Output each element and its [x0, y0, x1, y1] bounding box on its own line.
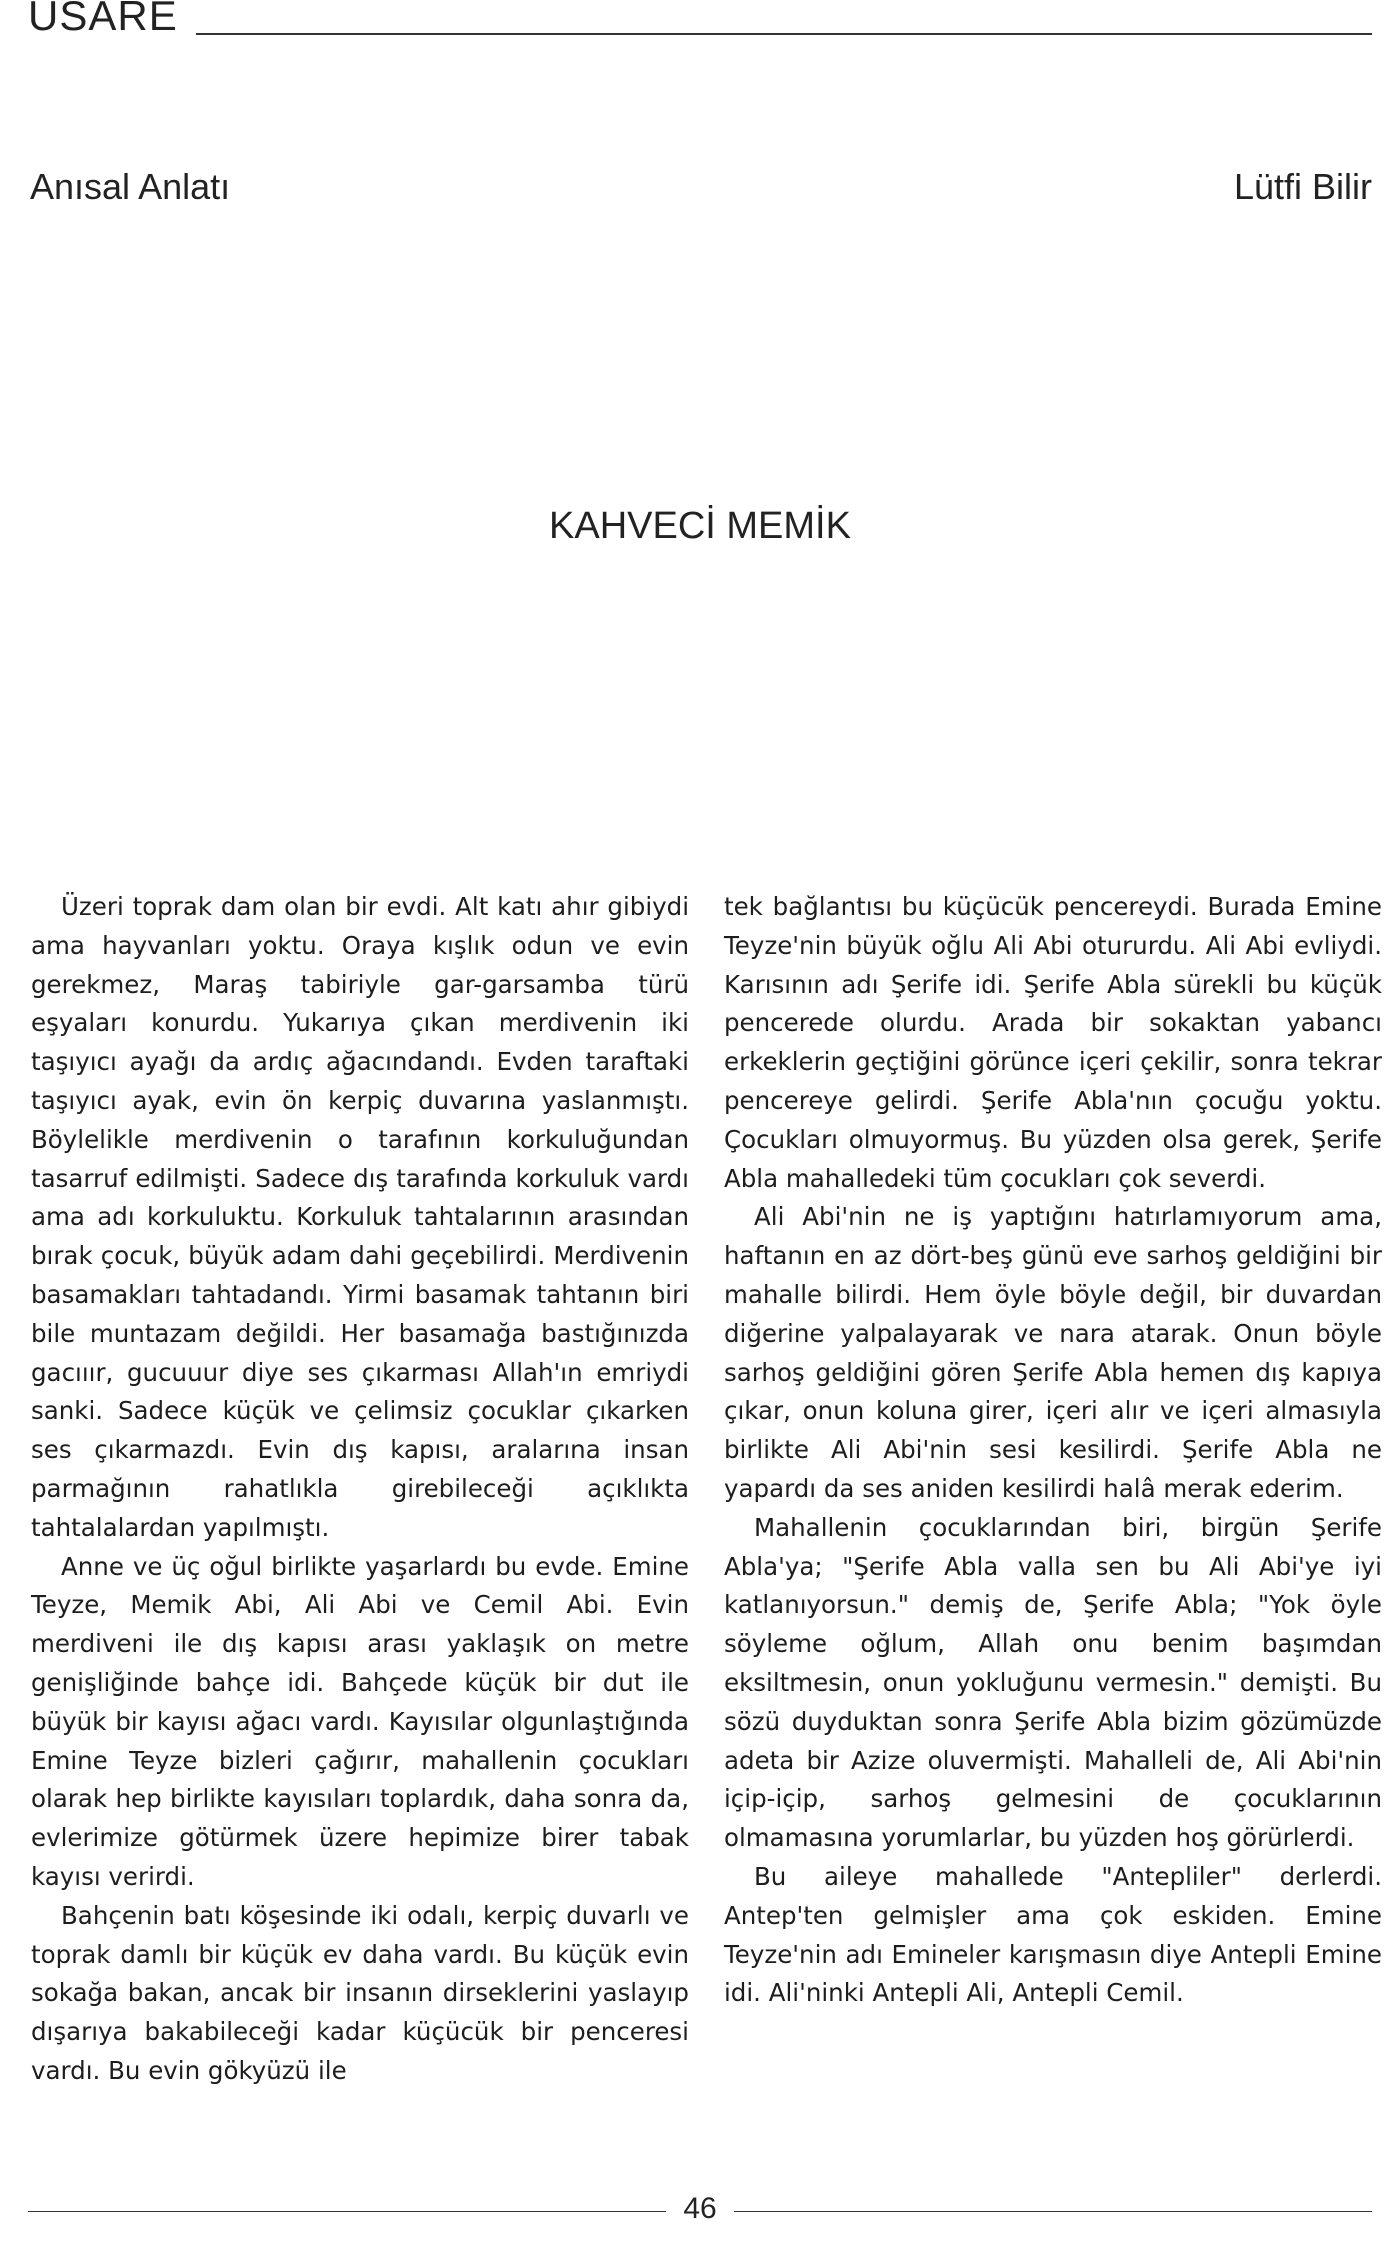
paragraph: Üzeri toprak dam olan bir evdi. Alt katı ahır gibiydi ama hayvanları yoktu. Oraya kışlık odun ve evin gerekmez, Maraş tabiriyle gar-garsamba türü eşyaları konurdu. Yukarıya çıkan merdivenin iki taşıyıcı ayağı da ardıç ağacındandı. Evden taraftaki taşıyıcı ayak, evin ön kerpiç duvarına yaslanmıştı. Böylelikle merdivenin o tarafının korkuluğundan tasarruf edilmişti. Sadece dış tarafında korkuluk vardı ama adı korkuluktu. Korkuluk tahtalarının arasından bırak çocuk, büyük adam dahi geçebilirdi. Merdivenin basamakları tahtadandı. Yirmi basamak tahtanın biri bile muntazam değildi. Her basamağa bastığınızda gacııır, gucuuur diye ses çıkarması Allah'ın emriydi sanki. Sadece küçük ve çelimsiz çocuklar çıkarken ses çıkarmazdı. Evin dış kapısı, aralarına insan parmağının rahatlıkla girebileceği açıklıkta tahtalalardan yapılmıştı. [31, 892, 689, 1542]
paragraph: Ali Abi'nin ne iş yaptığını hatırlamıyorum ama, haftanın en az dört-beş günü eve sarhoş geldiğini bir mahalle bilirdi. Hem öyle böyle değil, bir duvardan diğerine yalpalayarak ve nara atarak. Onun böyle sarhoş geldiğini gören Şerife Abla hemen dış kapıya çıkar, onun koluna girer, içeri alır ve içeri almasıyla birlikte Ali Abi'nin sesi kesilirdi. Şerife Abla ne yapardı da ses aniden kesilirdi halâ merak ederim. [724, 1202, 1382, 1503]
section-label: Anısal Anlatı [30, 166, 231, 207]
header-rule [196, 33, 1372, 35]
right-text-column [724, 888, 1382, 2013]
author-name: Lütfi Bilir [1233, 166, 1372, 207]
paragraph: Mahallenin çocuklarından biri, birgün Şerife Abla'ya; "Şerife Abla valla sen bu Ali Abi'ye iyi katlanıyorsun." demiş de, Şerife Abla; "Yok öyle söyleme oğlum, Allah onu benim başımdan eksiltmesin, onun yokluğunu vermesin." demişti. Bu sözü duyduktan sonra Şerife Abla bizim gözümüzde adeta bir Azize oluvermişti. Mahalleli de, Ali Abi'nin içip-içip, sarhoş gelmesini de çocuklarının olmamasına yorumlarlar, bu yüzden hoş görürlerdi. [724, 1512, 1382, 1853]
paragraph: Bahçenin batı köşesinde iki odalı, kerpiç duvarlı ve toprak damlı bir küçük ev daha vardı. Bu küçük evin sokağa bakan, ancak bir insanın dirseklerini yaslayıp dışarıya bakabileceği kadar küçücük bir penceresi vardı. Bu evin gökyüzü ile [31, 1900, 689, 2085]
running-header-title: USARE [28, 0, 178, 39]
paragraph: Anne ve üç oğul birlikte yaşarlardı bu evde. Emine Teyze, Memik Abi, Ali Abi ve Cemil Abi. Evin merdiveni ile dış kapısı arası yaklaşık on metre genişliğinde bahçe idi. Bahçede küçük bir dut ile büyük bir kayısı ağacı vardı. Kayısılar olgunlaştığında Emine Teyze bizleri çağırır, mahallenin çocukları olarak hep birlikte kayısıları toplardık, daha sonra da, evlerimize götürmek üzere hepimize birer tabak kayısı verirdi. [31, 1551, 689, 1891]
page-number: 46 [683, 2192, 717, 2225]
left-text-column [31, 888, 689, 2091]
paragraph: Bu aileye mahallede "Antepliler" derlerdi. Antep'ten gelmişler ama çok eskiden. Emine Teyze'nin adı Emineler karışmasın diye Antepli Emine idi. Ali'ninki Antepli Ali, Antepli Cemil. [724, 1861, 1382, 2008]
article-title: KAHVECİ MEMİK [549, 505, 851, 547]
running-header [28, 0, 1372, 42]
paragraph: tek bağlantısı bu küçücük pencereydi. Burada Emine Teyze'nin büyük oğlu Ali Abi otururdu. Ali Abi evliydi. Karısının adı Şerife idi. Şerife Abla sürekli bu küçük pencerede olurdu. Arada bir sokaktan yabancı erkeklerin geçtiğini görünce içeri çekilir, sonra tekrar pencereye gelirdi. Şerife Abla'nın çocuğu yoktu. Çocukları olmuyormuş. Bu yüzden olsa gerek, Şerife Abla mahalledeki tüm çocukları çok severdi. [724, 892, 1382, 1193]
